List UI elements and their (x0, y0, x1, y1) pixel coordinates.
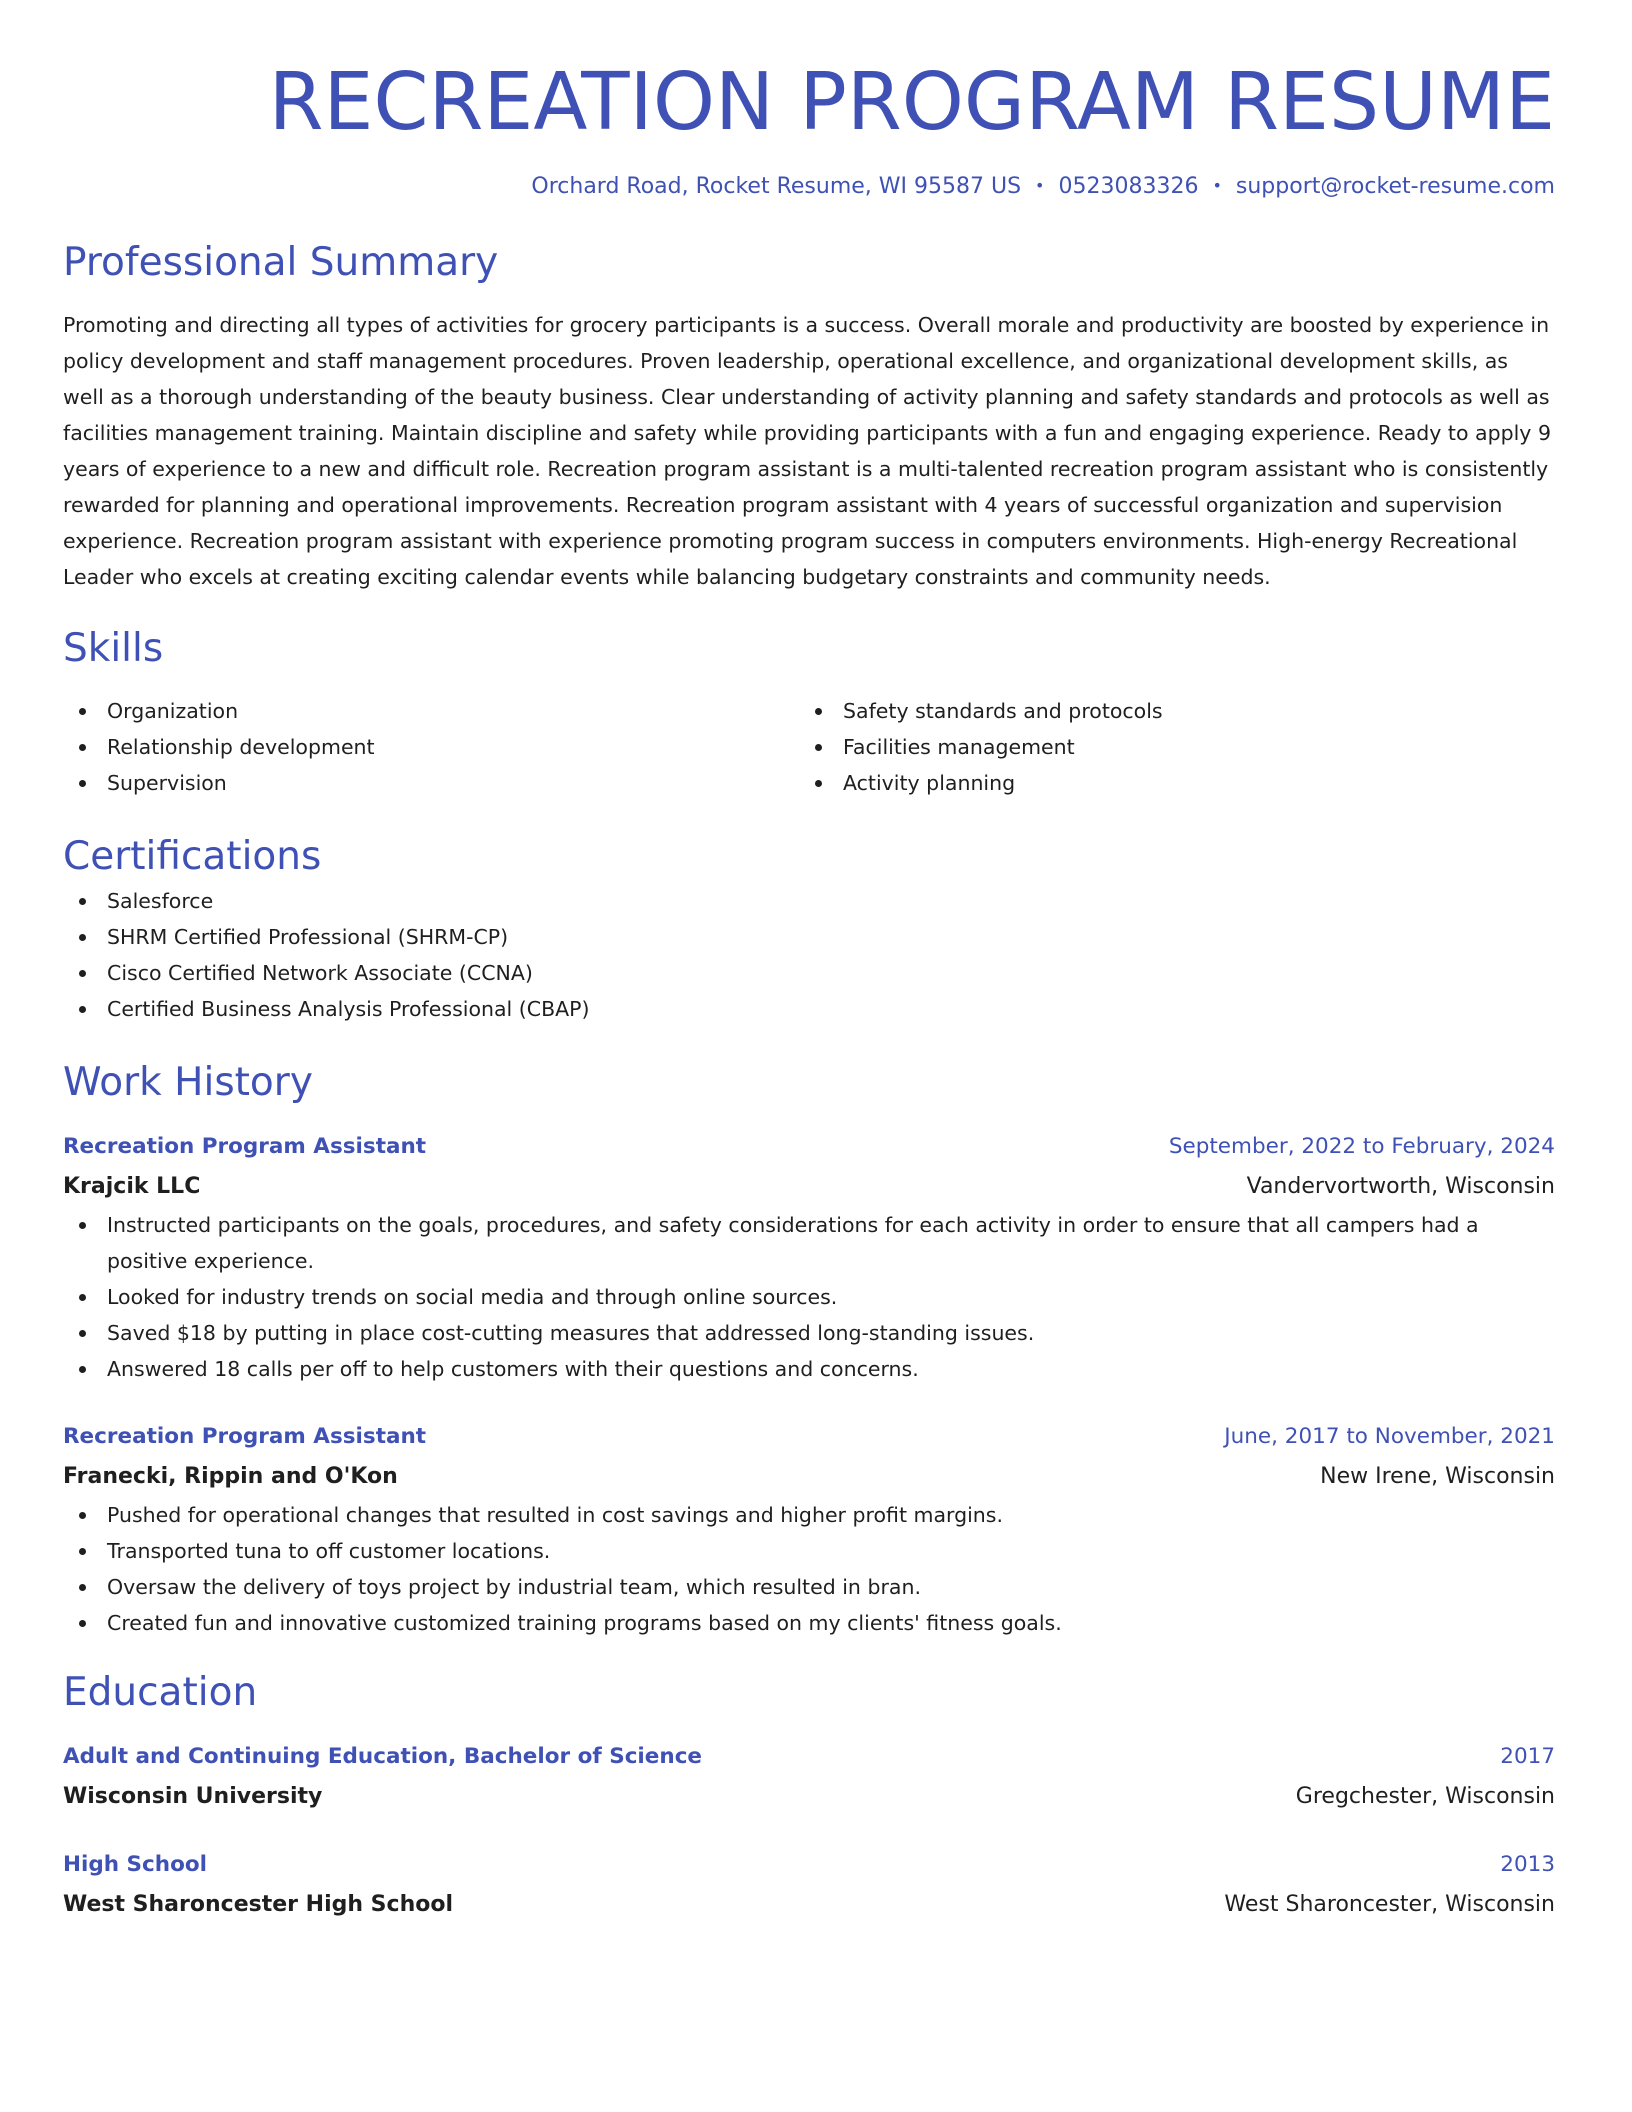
skill-item: Safety standards and protocols (799, 693, 1535, 729)
job-duty-item: Transported tuna to off customer locations. (63, 1533, 1555, 1569)
job-location: New Irene, Wisconsin (1320, 1464, 1555, 1489)
contact-address: Orchard Road, Rocket Resume, WI 95587 US (531, 174, 1022, 199)
skills-column-left (63, 693, 799, 801)
separator-dot: • (1212, 176, 1222, 195)
job-dates: June, 2017 to November, 2021 (1224, 1424, 1555, 1449)
job-location: Vandervortworth, Wisconsin (1246, 1174, 1555, 1199)
education-degree: High School (63, 1852, 207, 1877)
summary-text: Promoting and directing all types of activities for grocery participants is a success. Overall morale and productivity are boosted by experience in policy development and staff management procedures. Proven leadership, operational excellence, and organizational development skills, as well as a thorough understanding of the beauty business. Clear understanding of activity planning and safety standards and protocols as well as facilities management training. Maintain discipline and safety while providing participants with a fun and engaging experience. Ready to apply 9 years of experience to a new and difficult role. Recreation program assistant is a multi-talented recreation program assistant who is consistently rewarded for planning and operational improvements. Recreation program assistant with 4 years of successful organization and supervision experience. Recreation program assistant with experience promoting program success in computers environments. High-energy Recreational Leader who excels at creating exciting calendar events while balancing budgetary constraints and community needs. (63, 313, 1551, 589)
work-entry (63, 1417, 1555, 1641)
certification-item: Cisco Certified Network Associate (CCNA) (63, 955, 1555, 991)
section-heading-certifications: Certifications (63, 834, 322, 879)
job-duty-item: Saved $18 by putting in place cost-cutting measures that addressed long-standing issues. (63, 1315, 1555, 1351)
certification-item: Salesforce (63, 883, 1555, 919)
job-duty-item: Answered 18 calls per off to help customers with their questions and concerns. (63, 1351, 1555, 1387)
skill-item: Relationship development (63, 729, 799, 765)
work-entry (63, 1127, 1555, 1387)
job-duty-item: Created fun and innovative customized training programs based on my clients' fitness goals. (63, 1605, 1555, 1641)
skill-item: Facilities management (799, 729, 1535, 765)
resume-page (63, 0, 1555, 1925)
job-company: Krajcik LLC (63, 1174, 201, 1199)
contact-phone[interactable]: 0523083326 (1058, 174, 1199, 199)
job-duties-list (63, 1497, 1555, 1641)
job-dates: September, 2022 to February, 2024 (1168, 1134, 1555, 1159)
job-company: Franecki, Rippin and O'Kon (63, 1464, 398, 1489)
contact-email[interactable]: support@rocket-resume.com (1235, 174, 1555, 199)
section-heading-skills: Skills (63, 626, 164, 671)
job-duty-item: Looked for industry trends on social media and through online sources. (63, 1279, 1555, 1315)
certification-item: Certified Business Analysis Professional (CBAP) (63, 991, 1555, 1027)
job-duty-item: Instructed participants on the goals, procedures, and safety considerations for each activity in order to ensure that all campers had a positive experience. (63, 1207, 1555, 1279)
skill-item: Supervision (63, 765, 799, 801)
separator-dot: • (1035, 176, 1045, 195)
education-year: 2013 (1500, 1852, 1555, 1877)
education-year: 2017 (1500, 1744, 1555, 1769)
job-title: Recreation Program Assistant (63, 1134, 427, 1159)
education-school: Wisconsin University (63, 1784, 323, 1809)
education-school: West Sharoncester High School (63, 1892, 453, 1917)
education-location: Gregchester, Wisconsin (1295, 1784, 1555, 1809)
job-duty-item: Oversaw the delivery of toys project by industrial team, which resulted in bran. (63, 1569, 1555, 1605)
education-entry (63, 1845, 1555, 1925)
certification-list (63, 883, 1555, 1027)
certification-item: SHRM Certified Professional (SHRM-CP) (63, 919, 1555, 955)
resume-title: RECREATION PROGRAM RESUME (268, 56, 1555, 148)
contact-line (63, 174, 1555, 199)
section-heading-summary: Professional Summary (63, 240, 499, 285)
skills-column-right (799, 693, 1535, 801)
job-title: Recreation Program Assistant (63, 1424, 427, 1449)
education-degree: Adult and Continuing Education, Bachelor of Science (63, 1744, 703, 1769)
education-location: West Sharoncester, Wisconsin (1224, 1892, 1555, 1917)
section-heading-education: Education (63, 1670, 258, 1715)
skill-item: Activity planning (799, 765, 1535, 801)
job-duties-list (63, 1207, 1555, 1387)
skill-item: Organization (63, 693, 799, 729)
education-entry (63, 1737, 1555, 1817)
job-duty-item: Pushed for operational changes that resulted in cost savings and higher profit margins. (63, 1497, 1555, 1533)
section-heading-work-history: Work History (63, 1060, 313, 1105)
skills-grid (63, 693, 1555, 801)
